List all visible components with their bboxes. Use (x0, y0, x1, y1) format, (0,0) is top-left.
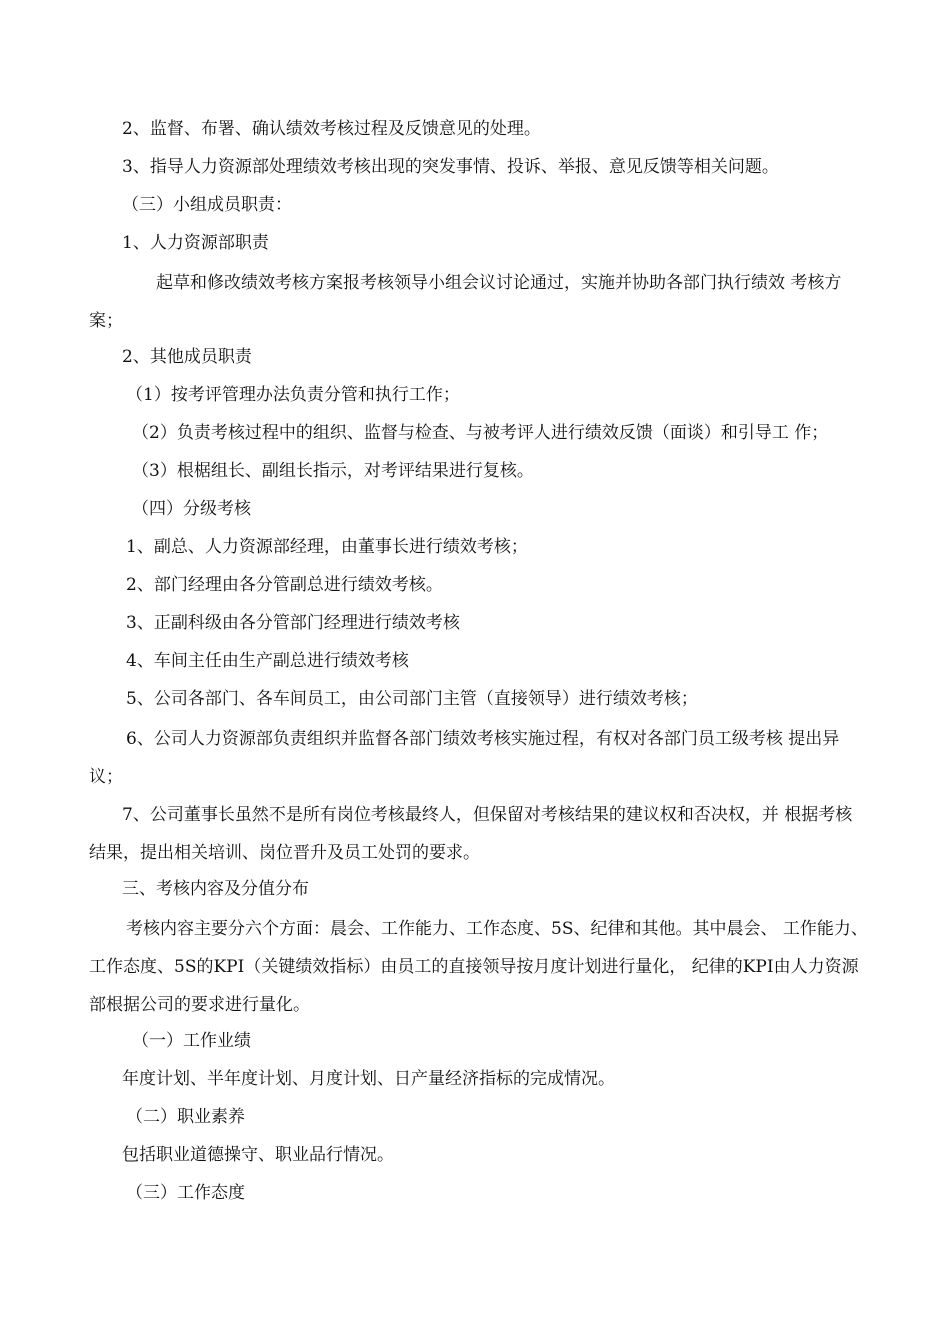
paragraph: 起草和修改绩效考核方案报考核领导小组会议讨论通过，实施并协助各部门执行绩效 考核方案； (89, 273, 842, 331)
paragraph: 包括职业道德操守、职业品行情况。 (122, 1145, 394, 1165)
list-item: （3）根椐组长、副组长指示，对考评结果进行复核。 (132, 461, 534, 481)
section-heading: （四）分级考核 (132, 499, 251, 519)
section-heading: （一）工作业绩 (132, 1031, 251, 1051)
paragraph: 7、公司董事长虽然不是所有岗位考核最终人，但保留对考核结果的建议权和否决权，并 根据考核结果，提出相关培训、岗位晋升及员工处罚的要求。 (89, 805, 853, 863)
list-item: 1、人力资源部职责 (122, 233, 269, 253)
section-heading: （三）小组成员职责： (122, 195, 292, 215)
list-item: （2）负责考核过程中的组织、监督与检查、与被考评人进行绩效反馈（面谈）和引导工 作； (132, 423, 829, 443)
list-item: 4、车间主任由生产副总进行绩效考核 (126, 651, 409, 671)
list-item: 3、指导人力资源部处理绩效考核出现的突发事情、投诉、举报、意见反馈等相关问题。 (122, 157, 779, 177)
list-item: 2、部门经理由各分管副总进行绩效考核。 (126, 575, 443, 595)
list-item: 2、监督、布署、确认绩效考核过程及反馈意见的处理。 (122, 119, 541, 139)
list-item: （1）按考评管理办法负责分管和执行工作； (126, 385, 460, 405)
section-heading: 三、考核内容及分值分布 (122, 879, 309, 899)
list-item: 1、副总、人力资源部经理，由董事长进行绩效考核； (126, 537, 528, 557)
section-heading: （二）职业素养 (126, 1107, 245, 1127)
section-heading: （三）工作态度 (126, 1183, 245, 1203)
list-item: 5、公司各部门、各车间员工，由公司部门主管（直接领导）进行绩效考核； (126, 689, 698, 709)
list-item: 3、正副科级由各分管部门经理进行绩效考核 (126, 613, 460, 633)
paragraph: 考核内容主要分六个方面：晨会、工作能力、工作态度、5S、纪律和其他。其中晨会、 工作能力、工作态度、5S的KPI（关键绩效指标）由员工的直接领导按月度计划进行量化， 纪律的KPI由人力资源部根据公司的要求进行量化。 (89, 919, 868, 1015)
paragraph: 6、公司人力资源部负责组织并监督各部门绩效考核实施过程，有权对各部门员工级考核 提出异议； (89, 729, 840, 787)
paragraph: 年度计划、半年度计划、月度计划、日产量经济指标的完成情况。 (122, 1069, 615, 1089)
list-item: 2、其他成员职责 (122, 347, 252, 367)
